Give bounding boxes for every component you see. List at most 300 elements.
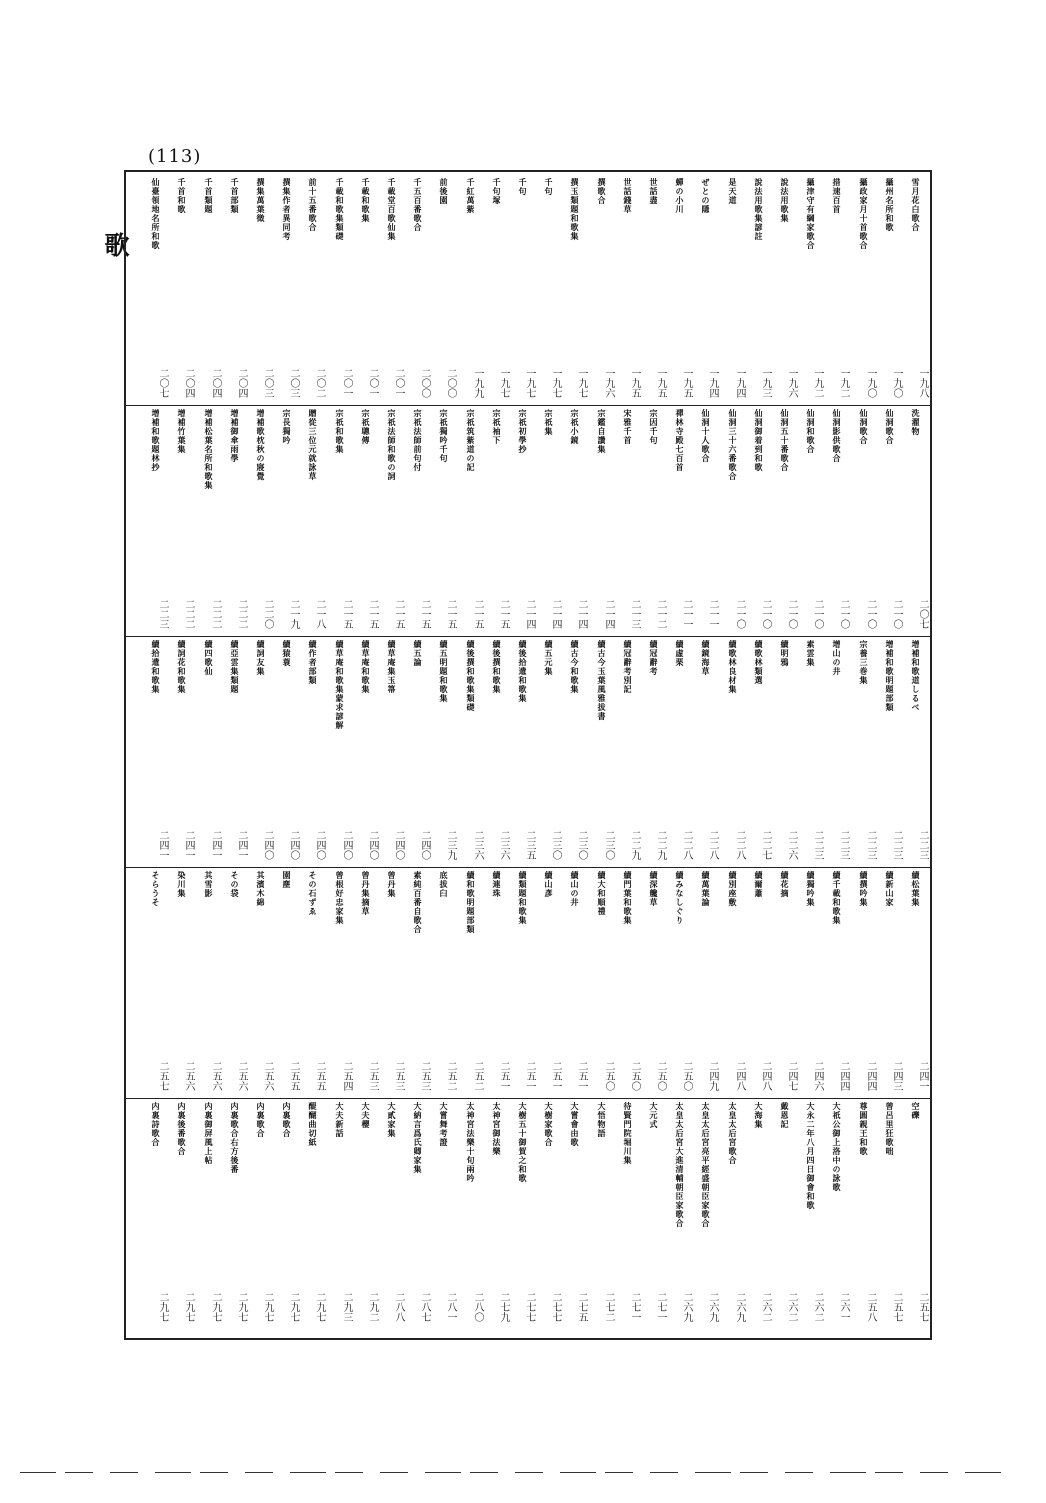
entry-title: 增山の井 (832, 640, 842, 676)
entry-page-number: 二五四 (341, 1061, 352, 1091)
footer-dash (245, 1472, 273, 1473)
entry-page-number: 二〇二 (314, 368, 325, 398)
band-separator (124, 405, 932, 406)
entry-page-number: 二二七 (760, 830, 771, 860)
entry-title: 續草庵集玉箒 (387, 640, 397, 694)
index-entry (825, 871, 849, 1093)
entry-title: 增補竹葉集 (177, 409, 187, 454)
index-entry (432, 1102, 456, 1324)
entry-page-number: 二五一 (576, 1061, 587, 1091)
entry-page-number: 二六九 (707, 1292, 718, 1322)
entry-title: 續四歌仙 (204, 640, 214, 676)
entry-page-number: 一九六 (786, 368, 797, 398)
entry-title: そらうそ (151, 871, 161, 907)
entry-title: 續門葉和歌集 (623, 871, 633, 925)
entry-title: 續歌林類選 (754, 640, 764, 685)
entry-title: 宗祇法師前句付 (413, 409, 423, 472)
footer-dash (785, 1472, 813, 1473)
entry-title: 是天道 (728, 178, 738, 205)
entry-title: 續類題和歌集 (518, 871, 528, 925)
index-entry (721, 178, 745, 400)
footer-dash (830, 1472, 866, 1473)
index-entry (590, 871, 614, 1093)
entry-title: 宗祇袖下 (492, 409, 502, 445)
entry-page-number: 二四〇 (262, 830, 273, 860)
index-entry (406, 1102, 430, 1324)
entry-page-number: 二一二 (655, 599, 666, 629)
entry-page-number: 二一九 (288, 599, 299, 629)
entry-page-number: 二四八 (760, 1061, 771, 1091)
entry-title: 續猿蓑 (282, 640, 292, 667)
index-entry (485, 1102, 509, 1324)
entry-title: 續拾遺和歌集 (151, 640, 161, 694)
entry-title: 禪林寺殿七百首 (675, 409, 685, 472)
entry-page-number: 二四〇 (341, 830, 352, 860)
entry-page-number: 二五七 (157, 1061, 168, 1091)
entry-page-number: 二九三 (341, 1292, 352, 1322)
index-entry (694, 871, 718, 1093)
index-entry (878, 1102, 902, 1324)
index-entry (694, 640, 718, 862)
entry-title: 增補和歌明題部類 (885, 640, 895, 712)
footer-dash (965, 1472, 1001, 1473)
index-entry (380, 409, 404, 631)
entry-page-number: 二八一 (445, 1292, 456, 1322)
entry-page-number: 二三六 (472, 830, 483, 860)
index-entry (223, 409, 247, 631)
entry-title: 曾呂里狂歌咄 (885, 1102, 895, 1156)
index-entry (825, 409, 849, 631)
entry-title: 說法用歌集諺註 (754, 178, 764, 241)
entry-title: 續鏡海草 (701, 640, 711, 676)
entry-title: 大貳家集 (387, 1102, 397, 1138)
entry-page-number: 一九七 (524, 368, 535, 398)
entry-title: 大嘗會由歌 (570, 1102, 580, 1147)
entry-title: 世話錢草 (623, 178, 633, 214)
entry-title: 續大和順禮 (597, 871, 607, 916)
entry-page-number: 二〇三 (288, 368, 299, 398)
entry-page-number: 二四〇 (314, 830, 325, 860)
entry-page-number: 二五〇 (681, 1061, 692, 1091)
entry-title: 續花摘 (780, 871, 790, 898)
entry-title: 續歌林良材集 (728, 640, 738, 694)
index-entry (878, 871, 902, 1093)
entry-title: 千載和歌集 (361, 178, 371, 223)
footer-dash (65, 1472, 93, 1473)
entry-title: 續深艬草 (649, 871, 659, 907)
entry-page-number: 二三〇 (576, 830, 587, 860)
entry-page-number: 二四四 (865, 1061, 876, 1091)
entry-page-number: 二〇三 (262, 368, 273, 398)
index-entry (459, 640, 483, 862)
index-entry (721, 1102, 745, 1324)
entry-page-number: 一九二 (812, 368, 823, 398)
footer-dash (110, 1472, 138, 1473)
entry-page-number: 二一〇 (891, 599, 902, 629)
entry-page-number: 二〇一 (393, 368, 404, 398)
entry-page-number: 二五二 (445, 1061, 456, 1091)
entry-title: 贈從三位元就詠草 (308, 409, 318, 481)
entry-title: 戴恩記 (780, 1102, 790, 1129)
footer-dashes (20, 1468, 1020, 1482)
index-entry (537, 1102, 561, 1324)
entry-page-number: 二五〇 (655, 1061, 666, 1091)
index-entry (459, 1102, 483, 1324)
index-entry (904, 409, 928, 631)
entry-page-number: 二二三 (812, 830, 823, 860)
entry-title: 續冠辭考別記 (623, 640, 633, 694)
entry-title: 太皇太后宮亮平經盛朝臣家歌合 (701, 1102, 711, 1228)
entry-title: 宗長獨吟 (282, 409, 292, 445)
index-entry (301, 871, 325, 1093)
footer-dash (920, 1472, 948, 1473)
entry-page-number: 二一三 (629, 599, 640, 629)
entry-title: 曾丹集 (387, 871, 397, 898)
entry-title: 雪月花白歌合 (911, 178, 921, 232)
entry-title: 曾根好忠家集 (335, 871, 345, 925)
entry-page-number: 二一〇 (734, 599, 745, 629)
entry-title: 其濱木綿 (256, 871, 266, 907)
footer-dash (650, 1472, 678, 1473)
index-entry (301, 178, 325, 400)
index-entry (223, 871, 247, 1093)
footer-dash (155, 1472, 191, 1473)
index-entry (668, 871, 692, 1093)
entry-title: 大樹家歌合 (544, 1102, 554, 1147)
index-entry (275, 640, 299, 862)
entry-page-number: 二一四 (524, 599, 535, 629)
entry-page-number: 二五六 (262, 1061, 273, 1091)
index-entry (694, 178, 718, 400)
index-entry (694, 1102, 718, 1324)
entry-page-number: 二一五 (393, 599, 404, 629)
entry-page-number: 二五三 (419, 1061, 430, 1091)
entry-title: 仙洞歌合 (859, 409, 869, 445)
entry-page-number: 二一五 (472, 599, 483, 629)
entry-page-number: 二四一 (917, 1061, 928, 1091)
index-entry (249, 178, 273, 400)
index-entry (275, 178, 299, 400)
entry-page-number: 二四一 (210, 830, 221, 860)
entry-title: 增補歌枕秋の寢覺 (256, 409, 266, 481)
entry-page-number: 二五六 (236, 1061, 247, 1091)
index-entry (773, 178, 797, 400)
entry-title: 千句塚 (492, 178, 502, 205)
index-entry (459, 871, 483, 1093)
index-entry (721, 640, 745, 862)
index-entry (799, 640, 823, 862)
entry-title: 攝州名所和歌 (885, 178, 895, 232)
index-entry (144, 871, 168, 1093)
entry-page-number: 二八七 (419, 1292, 430, 1322)
entry-page-number: 二九七 (210, 1292, 221, 1322)
entry-title: 續古今玉葉風雅拔書 (597, 640, 607, 721)
band-separator (124, 1098, 932, 1099)
index-entry (852, 178, 876, 400)
index-entry (197, 409, 221, 631)
index-entry (825, 640, 849, 862)
index-entry (904, 178, 928, 400)
index-entry (590, 1102, 614, 1324)
index-entry (616, 1102, 640, 1324)
index-entry (432, 178, 456, 400)
index-entry (406, 871, 430, 1093)
entry-title: 宗祇初學抄 (518, 409, 528, 454)
entry-page-number: 二四七 (786, 1061, 797, 1091)
entry-page-number: 二二二 (236, 599, 247, 629)
index-entry (668, 178, 692, 400)
entry-title: 仙洞和歌合 (806, 409, 816, 454)
entry-title: 園塵 (282, 871, 292, 889)
entry-page-number: 二一四 (550, 599, 561, 629)
entry-title: 宗祇聰傳 (361, 409, 371, 445)
band-separator (124, 867, 932, 868)
entry-title: 前十五番歌合 (308, 178, 318, 232)
entry-page-number: 二七二 (603, 1292, 614, 1322)
index-entry (590, 178, 614, 400)
entry-title: 大元式 (649, 1102, 659, 1129)
entry-title: その石ずゑ (308, 871, 318, 916)
index-entry (616, 640, 640, 862)
index-entry (170, 178, 194, 400)
footer-dash (515, 1472, 543, 1473)
index-entry (852, 409, 876, 631)
entry-page-number: 二四〇 (419, 830, 430, 860)
index-entry (432, 409, 456, 631)
entry-title: 續作者部類 (308, 640, 318, 685)
entry-page-number: 二九二 (367, 1292, 378, 1322)
entry-page-number: 二四一 (236, 830, 247, 860)
index-entry (249, 640, 273, 862)
entry-title: 千句 (544, 178, 554, 196)
entry-page-number: 二七一 (629, 1292, 640, 1322)
index-entry (563, 409, 587, 631)
index-entry (485, 640, 509, 862)
entry-title: 内裏歌合右方後番 (230, 1102, 240, 1174)
index-entry (773, 640, 797, 862)
entry-page-number: 二一〇 (760, 599, 771, 629)
footer-dash (605, 1472, 633, 1473)
index-entry (170, 1102, 194, 1324)
entry-page-number: 一九七 (498, 368, 509, 398)
entry-title: 内裏後番歌合 (177, 1102, 187, 1156)
entry-title: 續萬葉論 (701, 871, 711, 907)
entry-page-number: 二二〇 (262, 599, 273, 629)
entry-title: 千載堂百歌仙集 (387, 178, 397, 241)
entry-title: 續冠辭考 (649, 640, 659, 676)
entry-page-number: 二五五 (314, 1061, 325, 1091)
entry-page-number: 一九七 (550, 368, 561, 398)
entry-page-number: 二五〇 (603, 1061, 614, 1091)
section-label: 歌 (101, 232, 130, 257)
index-entry (852, 640, 876, 862)
entry-page-number: 二〇〇 (445, 368, 456, 398)
entry-page-number: 二二二 (183, 599, 194, 629)
index-entry (301, 409, 325, 631)
entry-title: 撰歌合 (597, 178, 607, 205)
entry-title: 曾丹集摘草 (361, 871, 371, 916)
entry-title: 大祇公御上洛中の詠歌 (832, 1102, 842, 1192)
entry-page-number: 二五〇 (629, 1061, 640, 1091)
entry-title: 續五元集 (544, 640, 554, 676)
index-entry (773, 871, 797, 1093)
entry-title: 大永二年八月四日御會和歌 (806, 1102, 816, 1210)
entry-title: 太皇太后宮大進清輔朝臣家歌合 (675, 1102, 685, 1228)
entry-title: 攝津守有綱家歌合 (806, 178, 816, 250)
entry-page-number: 二八〇 (472, 1292, 483, 1322)
entry-page-number: 二五八 (865, 1292, 876, 1322)
entry-title: 千首類題 (204, 178, 214, 214)
entry-page-number: 一九二 (838, 368, 849, 398)
entry-title: 内裏歌合 (256, 1102, 266, 1138)
footer-dash (335, 1472, 363, 1473)
index-entry (511, 178, 535, 400)
entry-title: 仙洞十人歌合 (701, 409, 711, 463)
index-entry (878, 640, 902, 862)
index-entry (249, 871, 273, 1093)
index-entry (328, 871, 352, 1093)
entry-page-number: 一九四 (734, 368, 745, 398)
index-entry (852, 1102, 876, 1324)
entry-title: 千首部類 (230, 178, 240, 214)
entry-page-number: 一九〇 (891, 368, 902, 398)
index-entry (144, 178, 168, 400)
entry-page-number: 二四〇 (288, 830, 299, 860)
entry-title: 前後園 (439, 178, 449, 205)
entry-page-number: 二二二 (210, 599, 221, 629)
entry-title: 續明鴉 (780, 640, 790, 667)
index-entry (511, 871, 535, 1093)
index-entry (511, 409, 535, 631)
entry-page-number: 二五三 (393, 1061, 404, 1091)
entry-title: 續山彥 (544, 871, 554, 898)
footer-dash (695, 1472, 731, 1473)
entry-title: 空礫 (911, 1102, 921, 1120)
entry-title: 續古今和歌集 (570, 640, 580, 694)
entry-page-number: 二九七 (183, 1292, 194, 1322)
index-entry (563, 1102, 587, 1324)
index-entry (773, 409, 797, 631)
index-entry (799, 1102, 823, 1324)
index-entry (197, 178, 221, 400)
entry-title: 增補和歌題林抄 (151, 409, 161, 472)
index-entry (328, 409, 352, 631)
entry-page-number: 二五二 (472, 1061, 483, 1091)
entry-title: 續爾蕭 (754, 871, 764, 898)
entry-page-number: 一九五 (681, 368, 692, 398)
index-entry (249, 409, 273, 631)
entry-title: 宗祇和歌集 (335, 409, 345, 454)
entry-page-number: 二二三 (838, 830, 849, 860)
footer-dash (875, 1472, 903, 1473)
index-entry (563, 640, 587, 862)
index-entry (904, 640, 928, 862)
entry-page-number: 一九八 (917, 368, 928, 398)
index-entry (380, 178, 404, 400)
entry-title: 尊圓親王和歌 (859, 1102, 869, 1156)
index-entry (904, 871, 928, 1093)
entry-page-number: 二三〇 (603, 830, 614, 860)
entry-title: 續後撰和歌集類礎 (466, 640, 476, 712)
index-entry (511, 1102, 535, 1324)
entry-page-number: 二五七 (917, 1292, 928, 1322)
entry-title: 宗鑑自讚集 (597, 409, 607, 454)
entry-title: 仙洞三十六番歌合 (728, 409, 738, 481)
entry-title: 續亞雲集類題 (230, 640, 240, 694)
entry-page-number: 二三六 (498, 830, 509, 860)
entry-title: 大夫新話 (335, 1102, 345, 1138)
entry-page-number: 二二三 (917, 830, 928, 860)
entry-title: その袋 (230, 871, 240, 898)
entry-title: 素純百番自歌合 (413, 871, 423, 934)
index-entry (223, 640, 247, 862)
entry-title: 内裏歌合 (282, 1102, 292, 1138)
index-entry (563, 178, 587, 400)
entry-page-number: 二一〇 (865, 599, 876, 629)
entry-title: 措速百首 (832, 178, 842, 214)
index-entry (170, 871, 194, 1093)
index-entry (511, 640, 535, 862)
entry-page-number: 二一五 (445, 599, 456, 629)
index-entry (878, 409, 902, 631)
entry-page-number: 二六二 (760, 1292, 771, 1322)
index-entry (144, 409, 168, 631)
index-entry (223, 178, 247, 400)
entry-page-number: 二七七 (550, 1292, 561, 1322)
index-entry (537, 178, 561, 400)
entry-title: 增補御傘雨學 (230, 409, 240, 463)
footer-dash (470, 1472, 498, 1473)
entry-page-number: 二七五 (576, 1292, 587, 1322)
entry-title: 撰集作者異同考 (282, 178, 292, 241)
entry-title: 續詞友集 (256, 640, 266, 676)
entry-page-number: 二一五 (498, 599, 509, 629)
entry-page-number: 二六二 (812, 1292, 823, 1322)
entry-page-number: 一九六 (603, 368, 614, 398)
footer-dash (200, 1472, 228, 1473)
index-entry (825, 1102, 849, 1324)
entry-title: 攝政家月十首歌合 (859, 178, 869, 250)
entry-title: 續別座敷 (728, 871, 738, 907)
entry-title: 千句 (518, 178, 528, 196)
entry-page-number: 二二三 (157, 599, 168, 629)
entry-page-number: 二一四 (603, 599, 614, 629)
entry-page-number: 二二六 (786, 830, 797, 860)
entry-title: 續新山家 (885, 871, 895, 907)
index-entry (642, 409, 666, 631)
entry-title: 續後撰和歌集 (492, 640, 502, 694)
entry-title: 仙洞影供歌合 (832, 409, 842, 463)
page-number: (113) (148, 146, 202, 167)
index-entry (878, 178, 902, 400)
band-separator (124, 636, 932, 637)
entry-title: 續後拾遺和歌集 (518, 640, 528, 703)
index-entry (747, 178, 771, 400)
entry-page-number: 二五六 (210, 1061, 221, 1091)
entry-title: 太神宮法樂十旬兩吟 (466, 1102, 476, 1183)
entry-title: 續千載和歌集 (832, 871, 842, 925)
index-entry (275, 871, 299, 1093)
index-entry (380, 1102, 404, 1324)
entry-page-number: 二一五 (367, 599, 378, 629)
index-entry (537, 871, 561, 1093)
entry-page-number: 二五三 (367, 1061, 378, 1091)
index-entry (249, 1102, 273, 1324)
entry-title: 内裏詩歌合 (151, 1102, 161, 1147)
index-entry (721, 871, 745, 1093)
entry-page-number: 二一〇 (838, 599, 849, 629)
entry-page-number: 二四八 (734, 1061, 745, 1091)
